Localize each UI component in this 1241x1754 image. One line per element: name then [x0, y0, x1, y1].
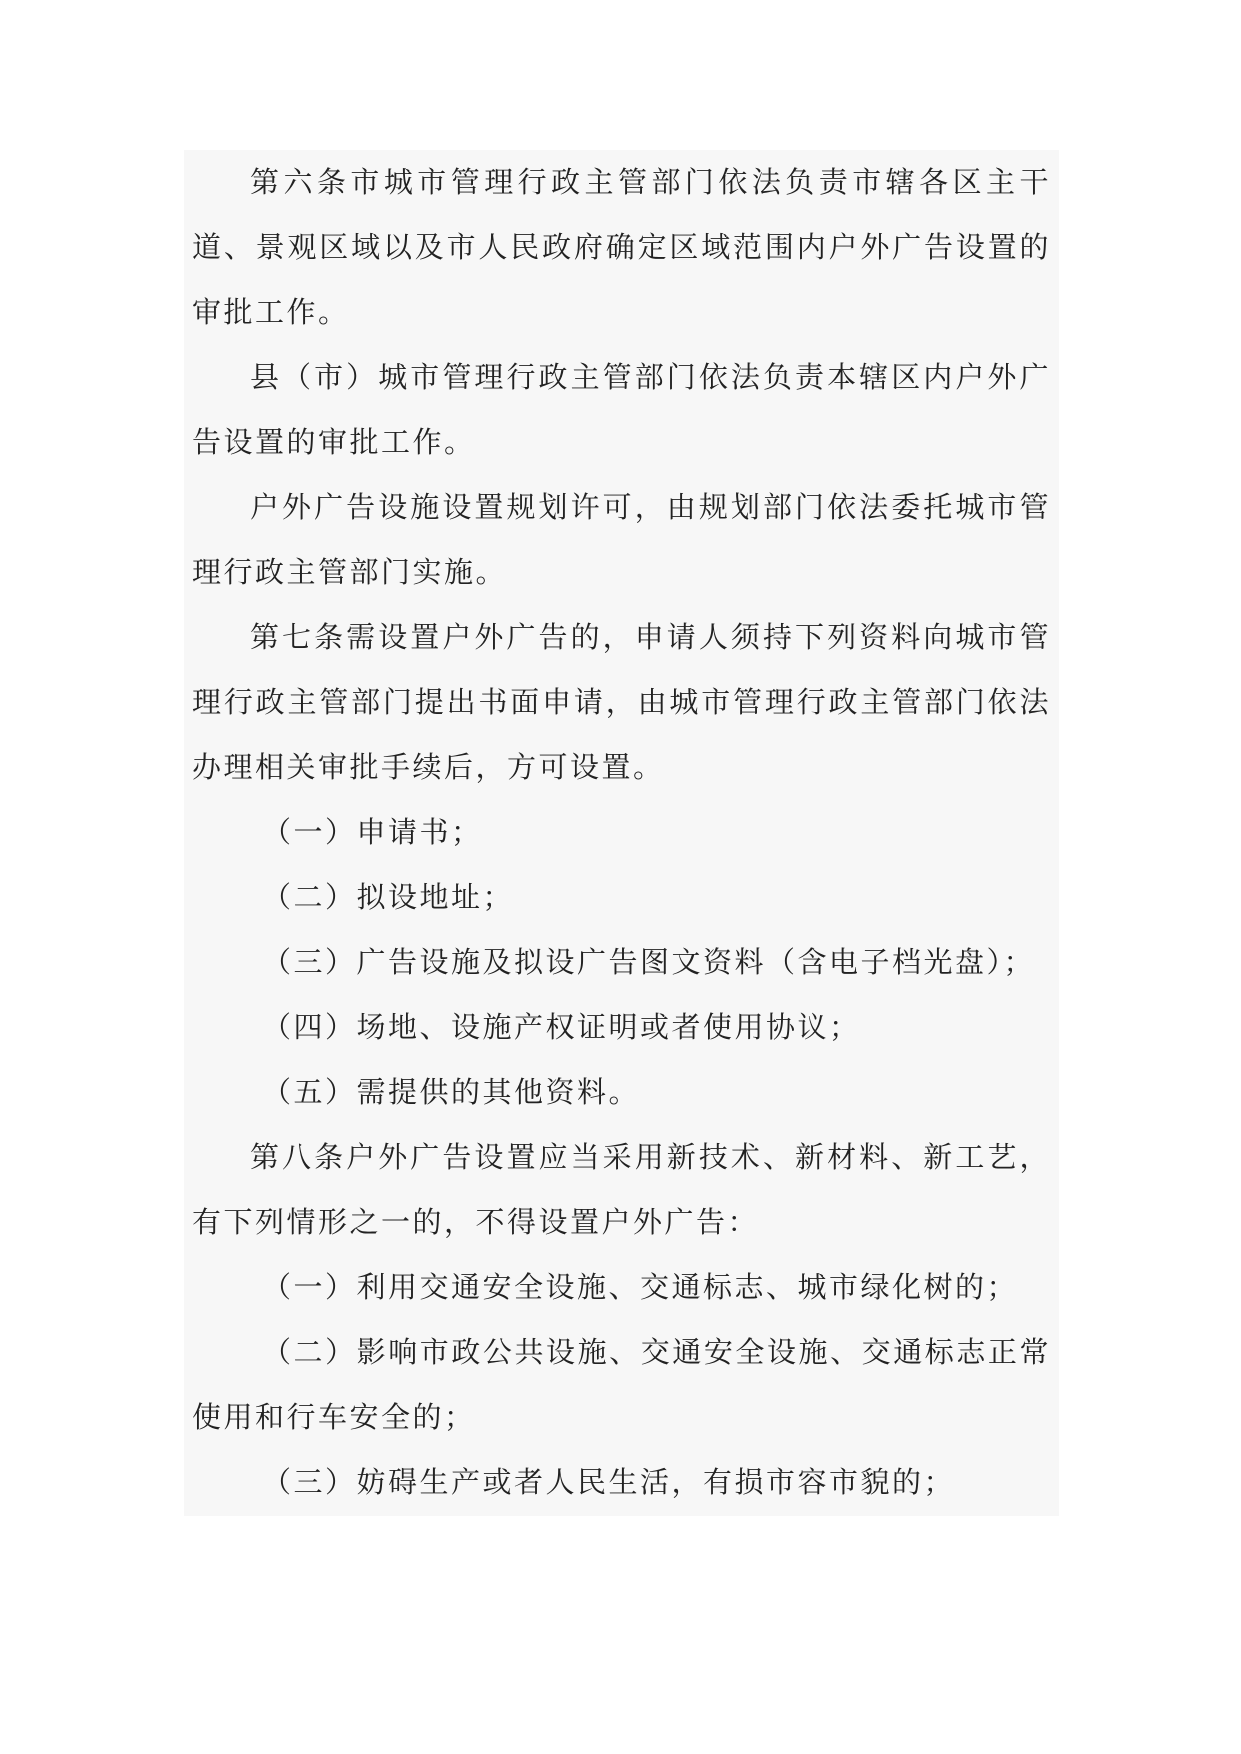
paragraph-planning-permit: 户外广告设施设置规划许可，由规划部门依法委托城市管理行政主管部门实施。: [192, 490, 1051, 589]
list-item-materials: （三）广告设施及拟设广告图文资料（含电子档光盘）；: [262, 945, 1036, 979]
document-text-block: [184, 150, 1059, 1516]
list-item-address: （二）拟设地址；: [262, 880, 515, 914]
list-item-other-materials: （五）需提供的其他资料。: [262, 1075, 641, 1109]
list-item-property-proof: （四）场地、设施产权证明或者使用协议；: [262, 1010, 861, 1044]
list-item-traffic-facilities: （一）利用交通安全设施、交通标志、城市绿化树的；: [262, 1270, 1019, 1304]
paragraph-county-approval: 县（市）城市管理行政主管部门依法负责本辖区内户外广告设置的审批工作。: [192, 360, 1051, 459]
list-item-city-appearance: （三）妨碍生产或者人民生活，有损市容市貌的；: [262, 1465, 956, 1499]
paragraph-article-6: 第六条市城市管理行政主管部门依法负责市辖各区主干道、景观区域以及市人民政府确定区域范围内户外广告设置的审批工作。: [192, 165, 1051, 329]
paragraph-article-7: 第七条需设置户外广告的，申请人须持下列资料向城市管理行政主管部门提出书面申请，由城市管理行政主管部门依法办理相关审批手续后，方可设置。: [192, 620, 1051, 784]
paragraph-article-8: 第八条户外广告设置应当采用新技术、新材料、新工艺，有下列情形之一的，不得设置户外广告：: [192, 1140, 1051, 1239]
list-item-public-facilities: （二）影响市政公共设施、交通安全设施、交通标志正常使用和行车安全的；: [192, 1335, 1051, 1434]
list-item-application: （一）申请书；: [262, 815, 483, 849]
